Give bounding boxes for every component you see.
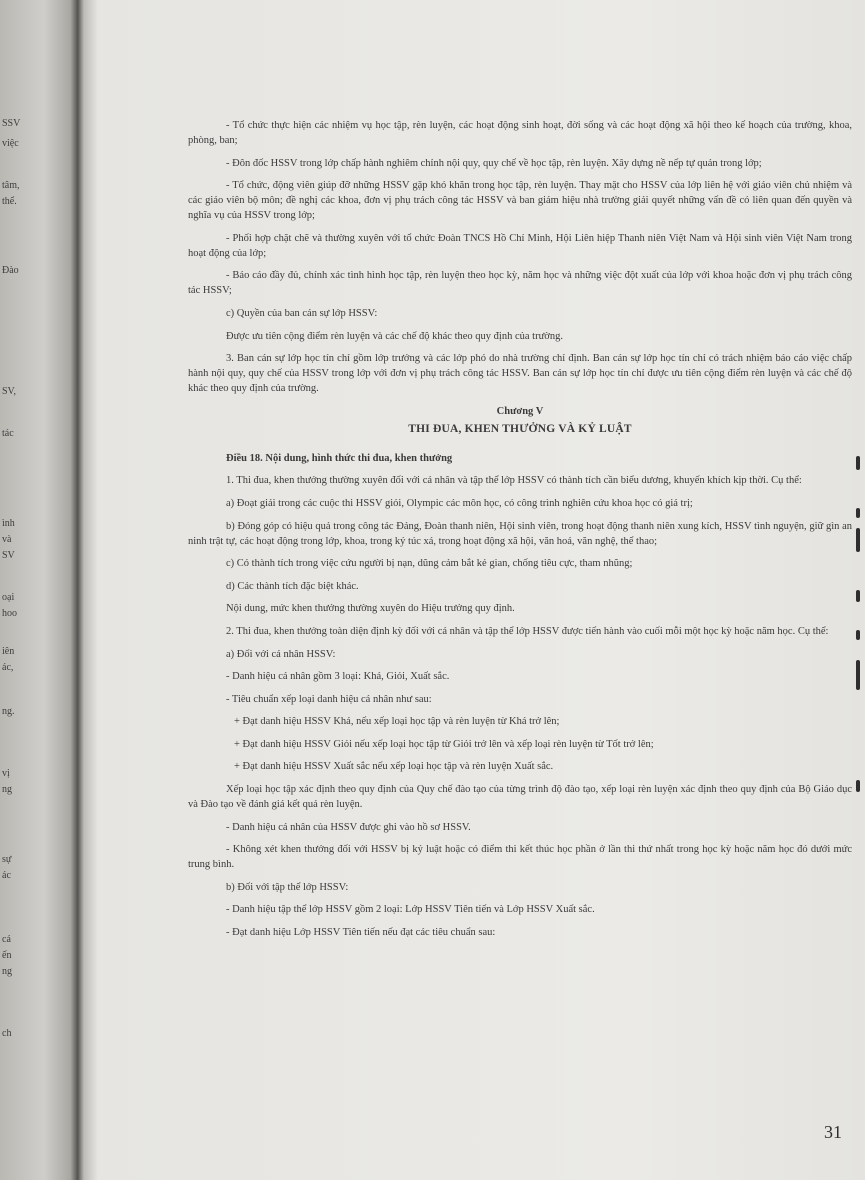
adjacent-page-fragment: ng. [2, 706, 15, 717]
paragraph: - Đôn đốc HSSV trong lớp chấp hành nghiêm chỉnh nội quy, quy chế về học tập, rèn luyện. Xây dựng nề nếp tự quản trong lớp; [226, 157, 762, 169]
adjacent-page-fragment: và [2, 534, 12, 545]
adjacent-page-fragment: ình [2, 518, 15, 529]
adjacent-page-fragment: ến [2, 950, 12, 961]
paragraph: - Danh hiệu cá nhân gồm 3 loại: Khá, Giỏi, Xuất sắc. [226, 671, 450, 683]
paragraph: b) Đóng góp có hiệu quả trong công tác Đảng, Đoàn thanh niên, Hội sinh viên, trong hoạt động thanh niên xung kích, HSSV tình nguyện, giữ gìn an ninh trật tự, các hoạt động trong lớp, khoa, trong ký túc xá, trong hoạt động xã hội, văn hoá, văn nghệ, thể thao; [188, 520, 852, 547]
adjacent-page-fragment: tâm, [2, 180, 20, 191]
paragraph: - Tổ chức thực hiện các nhiệm vụ học tập, rèn luyện, các hoạt động sinh hoạt, đời sống và các hoạt động xã hội theo kế hoạch của trường, khoa, phòng, ban; [188, 120, 852, 146]
paragraph: c) Có thành tích trong việc cứu người bị nạn, dũng cảm bắt kẻ gian, chống tiêu cực, tham nhũng; [226, 558, 633, 570]
adjacent-page-fragment: thể. [2, 196, 17, 207]
adjacent-page-fragment: SSV [2, 118, 21, 129]
adjacent-page-fragment: Đào [2, 265, 19, 276]
binding-marks [851, 0, 865, 1180]
paragraph: - Tiêu chuẩn xếp loại danh hiệu cá nhân như sau: [226, 693, 432, 705]
sub-item: + Đạt danh hiệu HSSV Giỏi nếu xếp loại học tập từ Giỏi trở lên và xếp loại rèn luyện từ Tốt trở lên; [234, 738, 654, 750]
paragraph: a) Đối với cá nhân HSSV: [226, 648, 336, 660]
paragraph: - Danh hiệu tập thể lớp HSSV gồm 2 loại: Lớp HSSV Tiên tiến và Lớp HSSV Xuất sắc. [226, 904, 595, 916]
paragraph: 1. Thi đua, khen thưởng thường xuyên đối với cá nhân và tập thể lớp HSSV có thành tích cần biểu dương, khuyến khích kịp thời. Cụ thể: [226, 475, 802, 487]
document-page [78, 0, 865, 1180]
paragraph: - Báo cáo đầy đủ, chính xác tình hình học tập, rèn luyện theo học kỳ, năm học và những việc đột xuất của lớp với khoa hoặc đơn vị phụ trách công tác HSSV; [188, 270, 852, 297]
paragraph: - Đạt danh hiệu Lớp HSSV Tiên tiến nếu đạt các tiêu chuẩn sau: [226, 927, 496, 939]
sub-item: + Đạt danh hiệu HSSV Xuất sắc nếu xếp loại học tập và rèn luyện Xuất sắc. [234, 761, 554, 773]
adjacent-page-fragment: cá [2, 934, 11, 945]
adjacent-page-fragment: sự [2, 854, 12, 865]
paragraph: 2. Thi đua, khen thưởng toàn diện định kỳ đối với cá nhân và tập thể lớp HSSV được tiến hành vào cuối mỗi một học kỳ hoặc năm học. Cụ thể: [226, 625, 829, 637]
paragraph: - Danh hiệu cá nhân của HSSV được ghi vào hồ sơ HSSV. [226, 821, 471, 833]
adjacent-page-fragment: vị [2, 768, 10, 779]
paragraph: - Phối hợp chặt chẽ và thường xuyên với tổ chức Đoàn TNCS Hồ Chí Minh, Hội Liên hiệp Thanh niên Việt Nam và Hội sinh viên Việt Nam trong hoạt động của lớp; [188, 232, 852, 259]
adjacent-page-fragment: ác, [2, 662, 14, 673]
paragraph: b) Đối với tập thể lớp HSSV: [226, 881, 349, 893]
adjacent-page-fragment: việc [2, 138, 19, 149]
adjacent-page-fragment: tác [2, 428, 14, 439]
adjacent-page-fragment: ng [2, 784, 12, 795]
adjacent-page-fragment: oại [2, 592, 15, 603]
paragraph: Nội dung, mức khen thưởng thường xuyên do Hiệu trưởng quy định. [226, 603, 515, 615]
adjacent-page-fragment: hoo [2, 608, 17, 619]
paragraph: c) Quyền của ban cán sự lớp HSSV: [226, 307, 378, 319]
adjacent-page-fragment: iên [2, 646, 15, 657]
adjacent-page-fragment: ch [2, 1028, 12, 1039]
paragraph: d) Các thành tích đặc biệt khác. [226, 580, 359, 592]
paragraph: 3. Ban cán sự lớp học tín chỉ gồm lớp trưởng và các lớp phó do nhà trường chỉ định. Ban cán sự lớp học tín chỉ có trách nhiệm báo cáo việc chấp hành nội quy, quy chế của HSSV trong lớp với đơn vị phụ trách công tác HSSV. Ban cán sự lớp học tín chỉ được ưu tiên cộng điểm rèn luyện và các chế độ khác theo quy định của trường. [188, 353, 852, 395]
paragraph: Xếp loại học tập xác định theo quy định của Quy chế đào tạo của từng trình độ đào tạo, xếp loại rèn luyện xác định theo quy định của Bộ Giáo dục và Đào tạo về đánh giá kết quả rèn luyện. [188, 784, 852, 811]
paragraph: - Tổ chức, động viên giúp đỡ những HSSV gặp khó khăn trong học tập, rèn luyện. Thay mặt cho HSSV của lớp liên hệ với giáo viên chủ nhiệm và các giáo viên bộ môn; đề nghị các khoa, đơn vị phụ trách công tác HSSV và ban giám hiệu nhà trường giải quyết những vấn đề có liên quan đến quyền và nghĩa vụ của HSSV trong lớp; [188, 180, 852, 222]
adjacent-page-fragment: SV, [2, 386, 16, 397]
sub-item: + Đạt danh hiệu HSSV Khá, nếu xếp loại học tập và rèn luyện từ Khá trở lên; [234, 716, 560, 728]
paragraph: - Không xét khen thưởng đối với HSSV bị kỷ luật hoặc có điểm thi kết thúc học phần ở lần thi thứ nhất trong học kỳ hoặc năm học đó dưới mức trung bình. [188, 844, 852, 871]
page-number: 31 [824, 1122, 842, 1142]
chapter-number: Chương V [496, 405, 544, 417]
page-body [188, 118, 852, 948]
adjacent-page-fragment: SV [2, 550, 15, 561]
adjacent-page-fragment: ác [2, 870, 11, 881]
chapter-title: THI ĐUA, KHEN THƯỞNG VÀ KỶ LUẬT [408, 422, 632, 435]
adjacent-page-strip [0, 0, 80, 1180]
paragraph: Được ưu tiên cộng điểm rèn luyện và các chế độ khác theo quy định của trường. [226, 330, 563, 342]
article-heading: Điều 18. Nội dung, hình thức thi đua, khen thưởng [226, 452, 453, 464]
paragraph: a) Đoạt giải trong các cuộc thi HSSV giỏi, Olympic các môn học, có công trình nghiên cứu khoa học có giá trị; [226, 497, 693, 509]
adjacent-page-fragment: ng [2, 966, 12, 977]
